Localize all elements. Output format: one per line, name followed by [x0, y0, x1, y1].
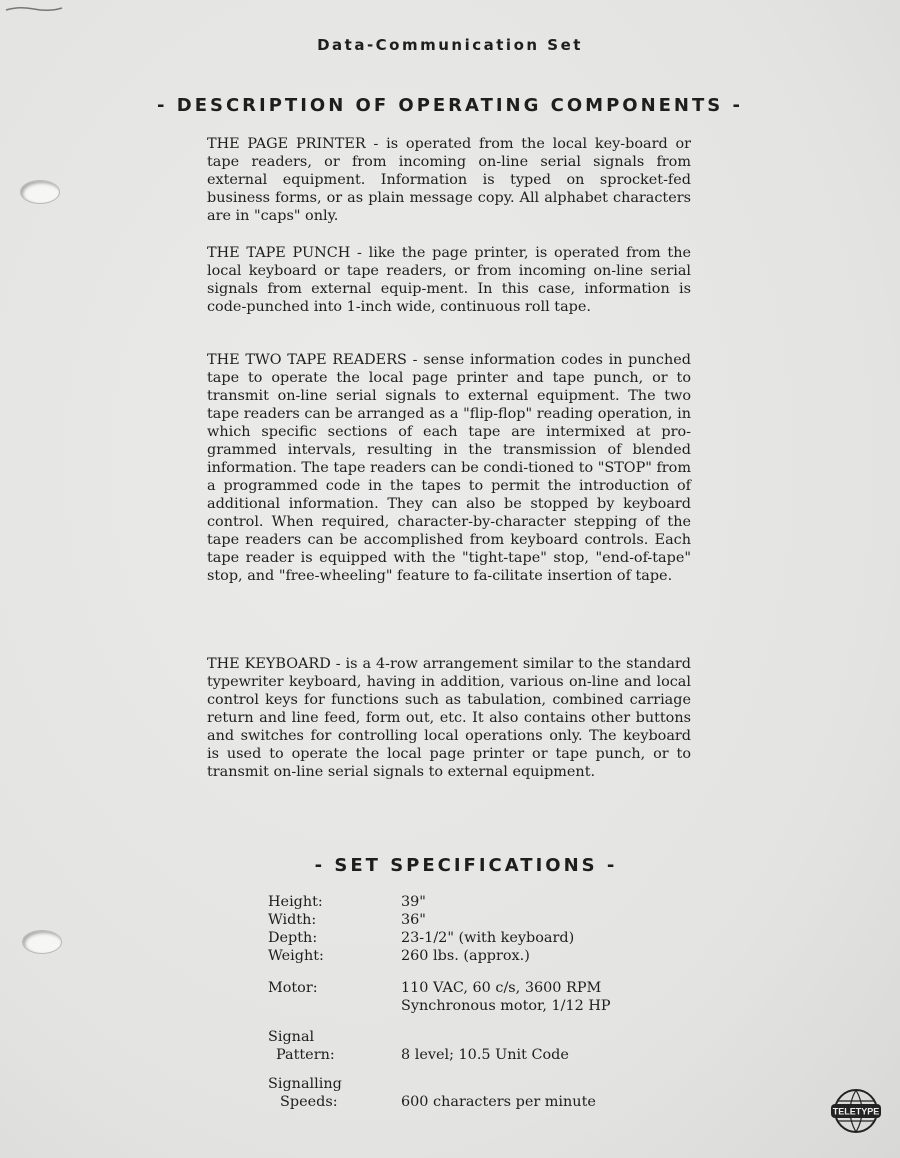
binder-hole	[20, 180, 60, 204]
spec-value: 36"	[401, 912, 426, 928]
spec-label: Weight:	[268, 948, 324, 964]
spec-label: Width:	[268, 912, 317, 928]
specifications-section-title: - SET SPECIFICATIONS -	[314, 855, 618, 876]
binder-hole	[22, 930, 62, 954]
spec-value: 23-1/2" (with keyboard)	[401, 930, 575, 946]
spec-label: Speeds:	[280, 1094, 338, 1110]
spec-label: Signal	[268, 1029, 315, 1045]
page-header: Data-Communication Set	[317, 36, 583, 54]
tape-punch-paragraph	[207, 244, 691, 316]
spec-label: Depth:	[268, 930, 318, 946]
tape-readers-paragraph	[207, 351, 691, 585]
spec-value: 260 lbs. (approx.)	[401, 948, 530, 964]
teletype-globe-logo	[830, 1087, 882, 1135]
spec-label: Signalling	[268, 1076, 342, 1092]
spec-label: Height:	[268, 894, 323, 910]
paragraph-body: - like the page printer, is operated from the local keyboard or tape readers, or from incoming on-line serial signals from external equip-ment. In this case, information is code-punched into 1-inch wide, continuous roll tape.	[207, 245, 691, 315]
keyboard-paragraph	[207, 655, 691, 781]
svg-text:TELETYPE: TELETYPE	[832, 1106, 880, 1117]
paragraph-lead: THE TWO TAPE READERS	[207, 352, 407, 368]
spec-label: Pattern:	[276, 1047, 335, 1063]
spec-value: 39"	[401, 894, 426, 910]
paragraph-body: - sense information codes in punched tape to operate the local page printer and tape punch, or to transmit on-line serial signals to external equipment. The two tape readers can be arranged as a "flip-flop" reading operation, in which specific sections of each tape are intermixed at pro-grammed intervals, resulting in the transmission of blended information. The tape readers can be condi-tioned to "STOP" from a programmed code in the tapes to permit the introduction of additional information. They can also be stopped by keyboard control. When required, character-by-character stepping of the tape readers can be accomplished from keyboard controls. Each tape reader is equipped with the "tight-tape" stop, "end-of-tape" stop, and "free-wheeling" feature to fa-cilitate insertion of tape.	[207, 352, 691, 584]
spec-label: Motor:	[268, 980, 318, 996]
paragraph-lead: THE KEYBOARD	[207, 656, 331, 672]
spec-value: 8 level; 10.5 Unit Code	[401, 1047, 569, 1063]
spec-value: 110 VAC, 60 c/s, 3600 RPM	[401, 980, 602, 996]
paragraph-lead: THE PAGE PRINTER	[207, 136, 366, 152]
paragraph-body: - is a 4-row arrangement similar to the standard typewriter keyboard, having in addition, various on-line and local control keys for functions such as tabulation, combined carriage return and line feed, form out, etc. It also contains other buttons and switches for controlling local operations only. The keyboard is used to operate the local page printer or tape punch, or to transmit on-line serial signals to external equipment.	[207, 656, 691, 780]
spec-value: 600 characters per minute	[401, 1094, 596, 1110]
paragraph-lead: THE TAPE PUNCH	[207, 245, 351, 261]
description-section-title: - DESCRIPTION OF OPERATING COMPONENTS -	[157, 95, 743, 116]
paragraph-body: - is operated from the local key-board or tape readers, or from incoming on-line serial signals from external equipment. Information is typed on sprocket-fed business forms, or as plain message copy. All alphabet characters are in "caps" only.	[207, 136, 691, 224]
page-printer-paragraph	[207, 135, 691, 225]
corner-smudge	[4, 4, 64, 14]
spec-value: Synchronous motor, 1/12 HP	[401, 998, 611, 1014]
